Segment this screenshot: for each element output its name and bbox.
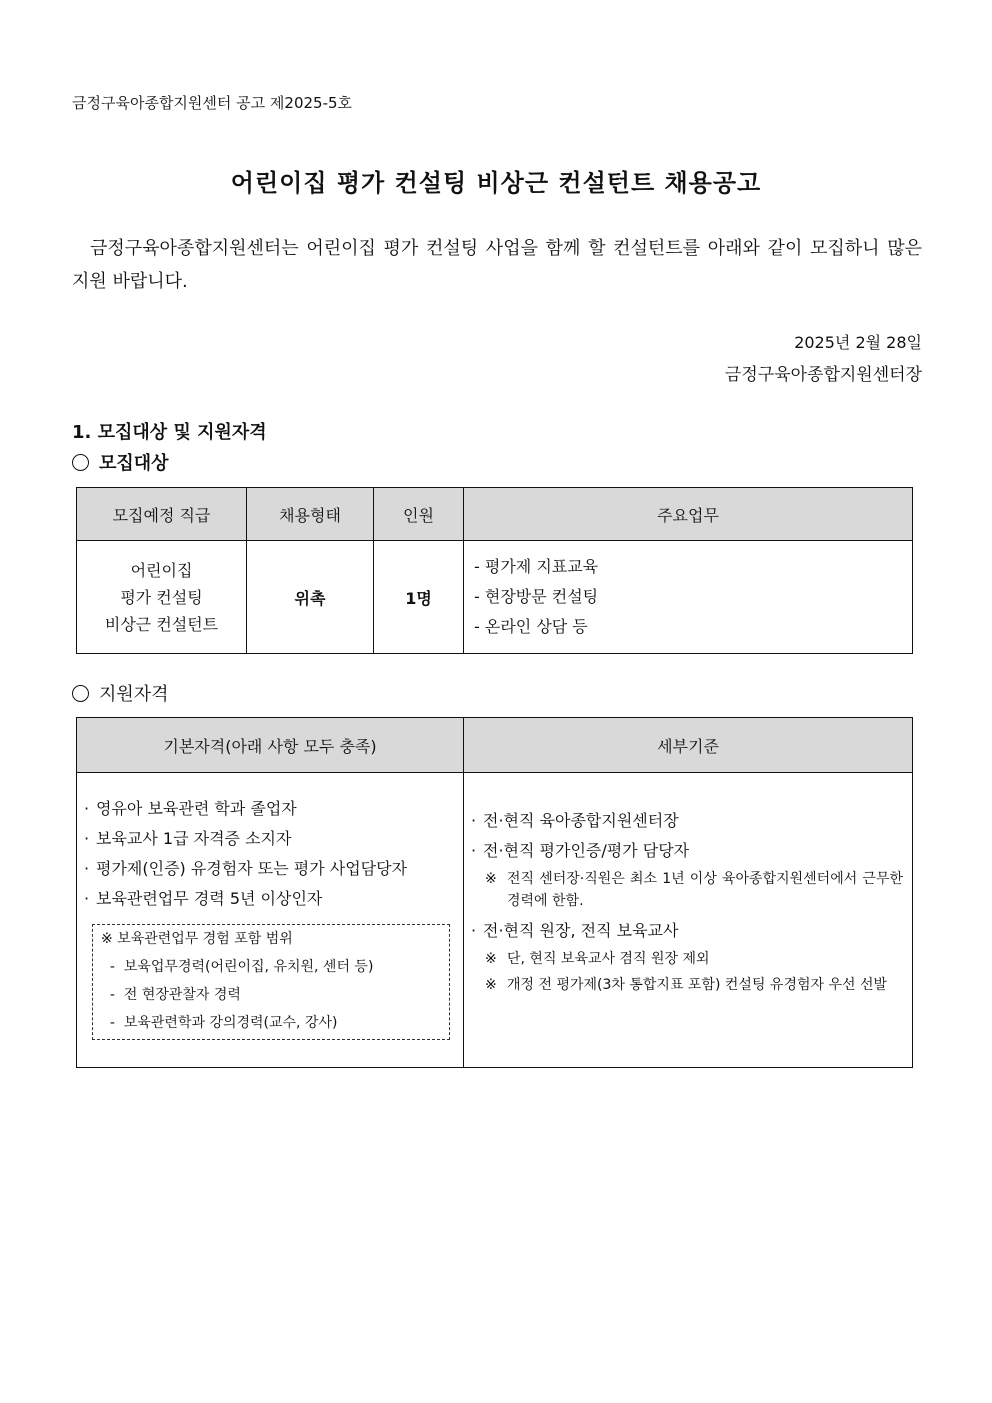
recruit-header-position: 모집예정 직급 [77,488,247,541]
subheading-recruit [72,449,169,475]
basic-item: · 보육교사 1급 자격증 소지자 [84,824,462,854]
duty-item: - 현장방문 컨설팅 [474,587,599,606]
circle-icon [72,685,89,702]
qualification-table [76,717,913,1068]
recruit-table [76,487,913,654]
detail-note [471,974,903,996]
qual-header-basic: 기본자격(아래 사항 모두 충족) [77,718,464,773]
detail-criteria-cell [464,773,913,1068]
detail-note-text: 단, 현직 보육교사 겸직 원장 제외 [507,951,710,967]
section-heading: 1. 모집대상 및 지원자격 [72,422,267,443]
recruit-header-count: 인원 [374,488,464,541]
announcement-date: 2025년 2월 28일 [794,333,922,352]
recruit-header-type: 채용형태 [247,488,374,541]
basic-qualification-list [84,794,462,914]
basic-item: · 영유아 보육관련 학과 졸업자 [84,794,462,824]
intro-paragraph [72,232,922,298]
basic-item: · 평가제(인증) 유경험자 또는 평가 사업담당자 [84,854,462,884]
recruit-duties [464,541,913,654]
detail-item: · 전·현직 평가인증/평가 담당자 [471,836,903,866]
recruit-header-duties: 주요업무 [464,488,913,541]
note-mark: ※ [485,951,497,967]
note-mark: ※ [485,871,497,887]
detail-note [471,868,903,912]
page-title: 어린이집 평가 컨설팅 비상근 컨설턴트 채용공고 [230,169,762,197]
position-line: 어린이집 [130,560,193,580]
recruit-position [77,541,247,654]
position-line: 비상근 컨설턴트 [104,614,219,634]
range-item: - 보육업무경력(어린이집, 유치원, 센터 등) [101,959,374,975]
notice-number: 금정구육아종합지원센터 공고 제2025-5호 [72,94,353,112]
recruit-type: 위촉 [247,541,374,654]
detail-note-text: 전직 센터장·직원은 최소 1년 이상 육아종합지원센터에서 근무한 경력에 한함. [507,871,903,909]
detail-item: · 전·현직 육아종합지원센터장 [471,806,903,836]
subheading-qualification-label: 지원자격 [99,684,169,705]
detail-criteria-list [471,806,903,996]
position-line: 평가 컨설팅 [120,587,203,607]
note-mark: ※ [485,977,497,993]
detail-item: · 전·현직 원장, 전직 보육교사 [471,916,903,946]
intro-text: 금정구육아종합지원센터는 어린이집 평가 컨설팅 사업을 함께 할 컨설턴트를 아래와 같이 모집하니 많은 지원 바랍니다. [72,238,922,292]
qual-header-detail: 세부기준 [464,718,913,773]
issuer-name: 금정구육아종합지원센터장 [724,365,922,385]
detail-note-text: 개정 전 평가제(3차 통합지표 포함) 컨설팅 유경험자 우선 선발 [507,977,888,993]
basic-item: · 보육관련업무 경력 5년 이상인자 [84,884,462,914]
circle-icon [72,454,89,471]
range-item: - 보육관련학과 강의경력(교수, 강사) [101,1015,338,1031]
subheading-qualification [72,680,169,706]
detail-note [471,948,903,970]
range-item: - 전 현장관찰자 경력 [101,987,241,1003]
duty-item: - 평가제 지표교육 [474,557,599,576]
subheading-recruit-label: 모집대상 [99,453,169,474]
duty-item: - 온라인 상담 등 [474,617,588,636]
recruit-count: 1명 [374,541,464,654]
experience-range-box [92,924,450,1040]
range-title: ※ 보육관련업무 경험 포함 범위 [101,931,293,947]
basic-qualification-cell [77,773,464,1068]
